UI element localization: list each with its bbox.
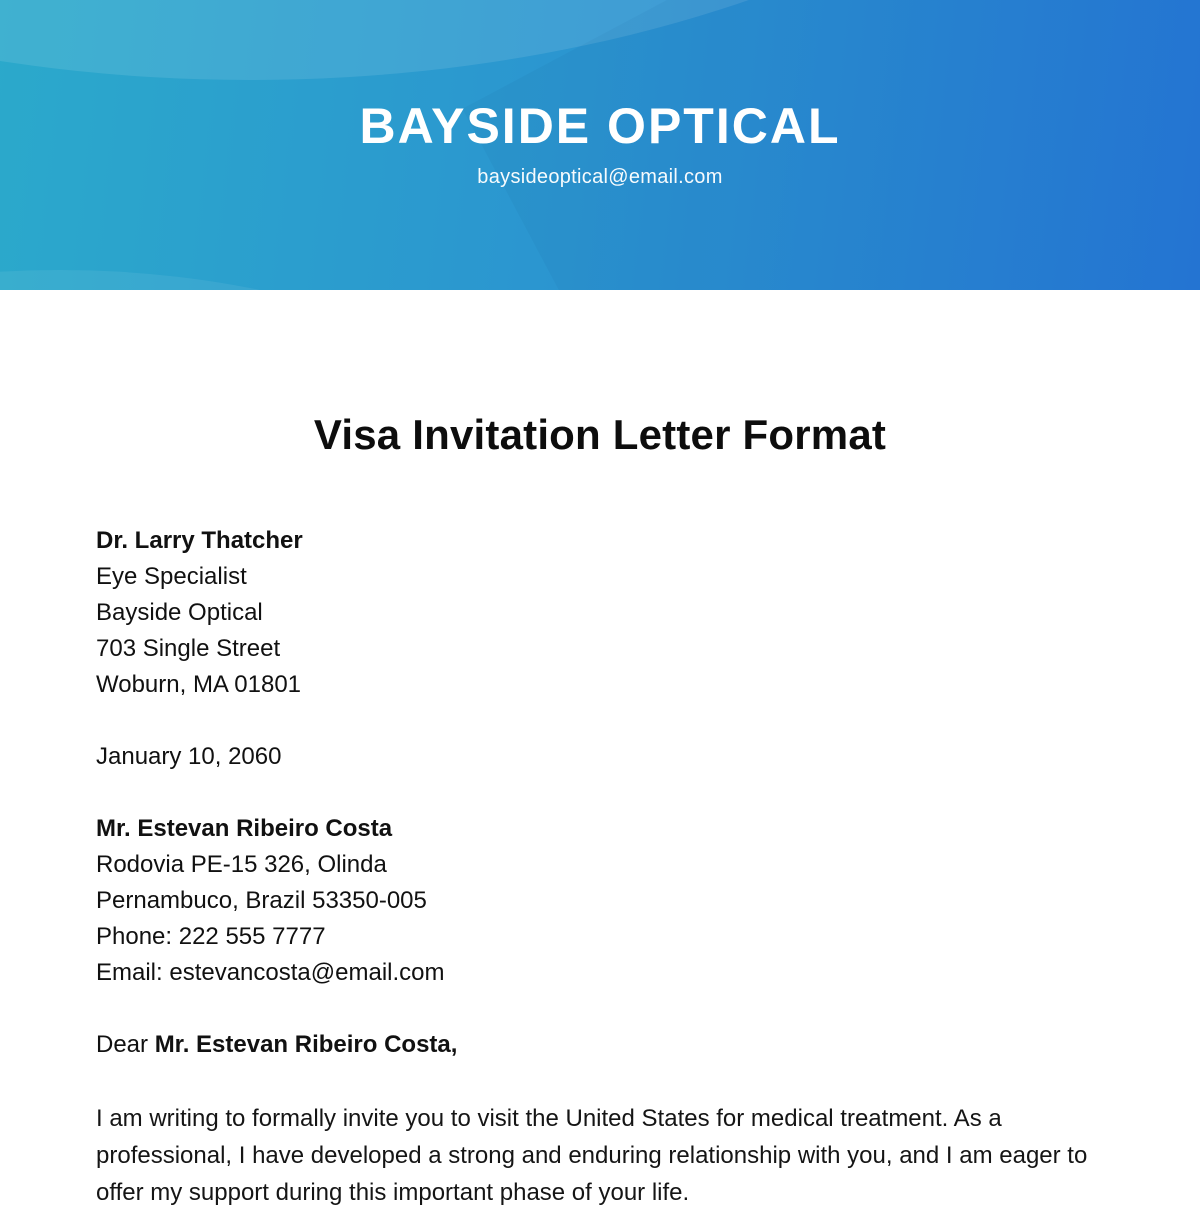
recipient-address-block [96, 811, 1104, 991]
company-name: BAYSIDE OPTICAL [359, 98, 841, 154]
company-header-banner [0, 0, 1200, 290]
letter-body-paragraph: I am writing to formally invite you to visit the United States for medical treatment. As a professional, I have developed a strong and enduring relationship with you, and I am eager to offer my support during this important phase of your life. [96, 1105, 1088, 1206]
recipient-address-line2: Pernambuco, Brazil 53350-005 [96, 887, 427, 914]
sender-name: Dr. Larry Thatcher [96, 527, 303, 554]
banner-content [0, 0, 1200, 189]
sender-role: Eye Specialist [96, 563, 247, 590]
salutation-recipient-name: Mr. Estevan Ribeiro Costa, [154, 1031, 458, 1058]
sender-address-block [96, 523, 1104, 703]
document-title: Visa Invitation Letter Format [313, 411, 887, 458]
letter-page [0, 410, 1200, 1211]
sender-street: 703 Single Street [96, 635, 281, 662]
recipient-address-line1: Rodovia PE-15 326, Olinda [96, 851, 387, 878]
salutation-prefix: Dear [96, 1031, 155, 1058]
letter-date: January 10, 2060 [96, 743, 282, 770]
salutation-line [96, 1027, 1104, 1063]
recipient-name: Mr. Estevan Ribeiro Costa [96, 815, 393, 842]
company-email: baysideoptical@email.com [477, 166, 723, 188]
sender-company: Bayside Optical [96, 599, 263, 626]
recipient-email: Email: estevancosta@email.com [96, 959, 445, 986]
recipient-phone: Phone: 222 555 7777 [96, 923, 326, 950]
sender-city: Woburn, MA 01801 [96, 671, 302, 698]
